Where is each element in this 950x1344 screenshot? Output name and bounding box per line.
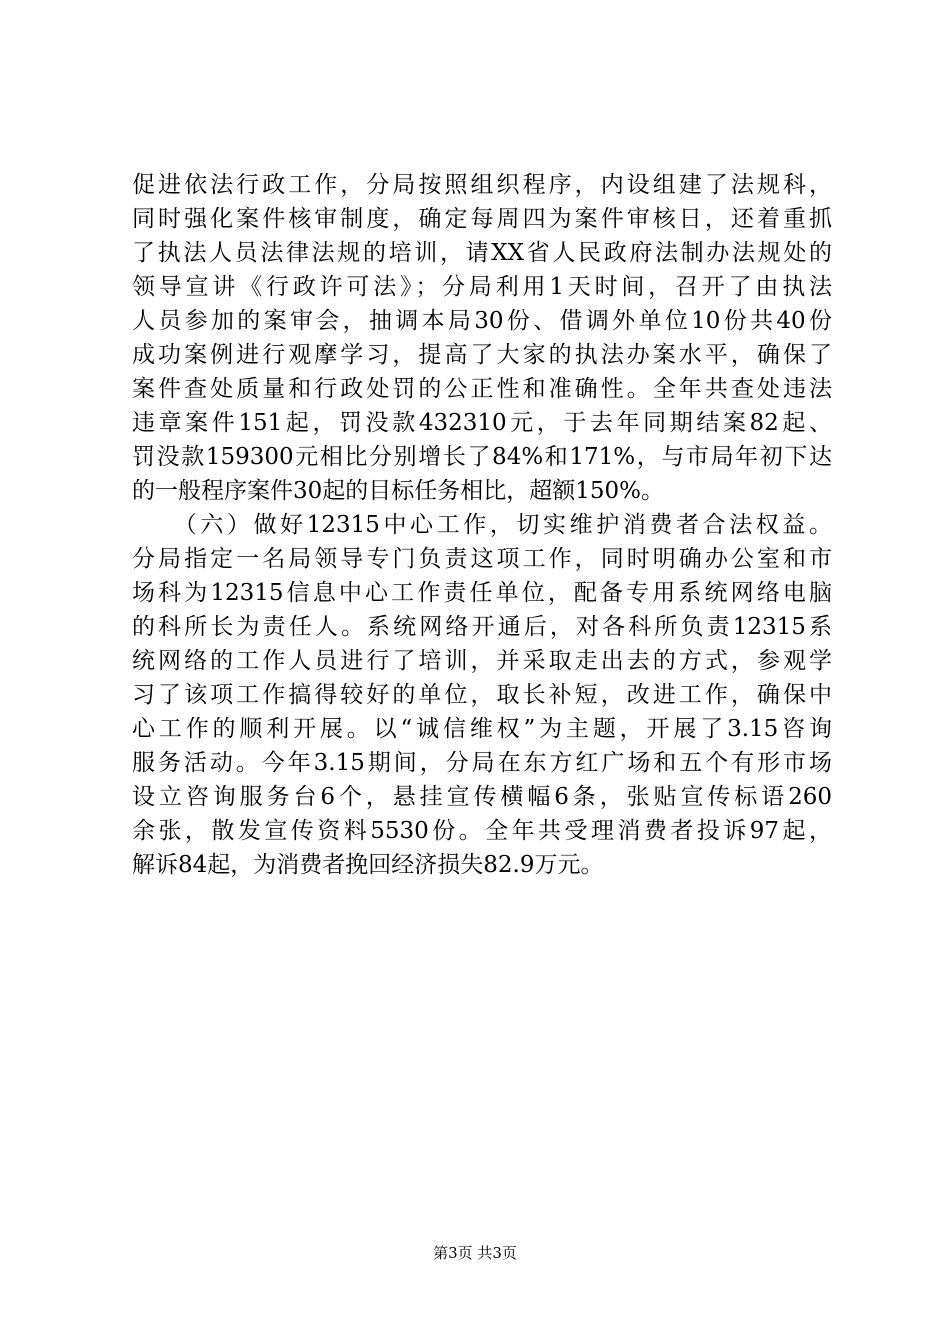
text-line: 统网络的工作人员进行了培训，并采取走出去的方式，参观学 (132, 648, 832, 674)
text-line: 服务活动。今年3.15期间，分局在东方红广场和五个有形市场 (132, 750, 832, 776)
text-line: 的一般程序案件30起的目标任务相比，超额150%。 (132, 478, 665, 504)
page-number: 第3页 共3页 (433, 1244, 517, 1262)
text-line: 违章案件151起，罚没款432310元，于去年同期结案82起、 (132, 410, 832, 436)
text-line: 案件查处质量和行政处罚的公正性和准确性。全年共查处违法 (132, 376, 832, 402)
text-line: 领导宣讲《行政许可法》；分局利用1天时间，召开了由执法 (132, 274, 832, 300)
text-line: 分局指定一名局领导专门负责这项工作，同时明确办公室和市 (132, 546, 832, 572)
text-line: 解诉84起，为消费者挽回经济损失82.9万元。 (132, 852, 604, 878)
text-line: 心工作的顺利开展。以“诚信维权”为主题，开展了3.15咨询 (132, 716, 832, 742)
page-footer (0, 1243, 950, 1263)
text-line: 了执法人员法律法规的培训，请XX省人民政府法制办法规处的 (132, 240, 832, 266)
text-line: 成功案例进行观摩学习，提高了大家的执法办案水平，确保了 (132, 342, 832, 368)
text-line: 余张，散发宣传资料5530份。全年共受理消费者投诉97起， (132, 818, 832, 844)
body-text (132, 168, 832, 882)
text-line: 习了该项工作搞得较好的单位，取长补短，改进工作，确保中 (132, 682, 832, 708)
text-line: 同时强化案件核审制度，确定每周四为案件审核日，还着重抓 (132, 206, 832, 232)
text-line: 罚没款159300元相比分别增长了84%和171%，与市局年初下达 (132, 444, 832, 470)
text-line: 促进依法行政工作，分局按照组织程序，内设组建了法规科， (132, 172, 832, 198)
text-line: 的科所长为责任人。系统网络开通后，对各科所负责12315系 (132, 614, 832, 640)
text-line: 人员参加的案审会，抽调本局30份、借调外单位10份共40份 (132, 308, 832, 334)
section-heading-line: （六）做好12315中心工作，切实维护消费者合法权益。 (132, 512, 832, 538)
text-line: 设立咨询服务台6个，悬挂宣传横幅6条，张贴宣传标语260 (132, 784, 832, 810)
text-line: 场科为12315信息中心工作责任单位，配备专用系统网络电脑 (132, 580, 832, 606)
